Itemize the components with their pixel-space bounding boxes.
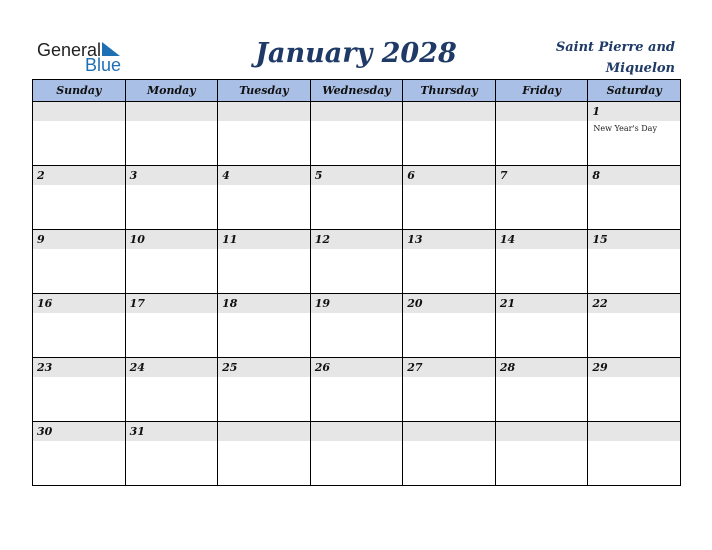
day-number: 27	[407, 361, 423, 374]
day-number: 29	[592, 361, 608, 374]
day-number-bar	[33, 166, 125, 185]
day-cell	[310, 230, 403, 294]
day-cell	[495, 166, 588, 230]
day-number-bar	[403, 230, 495, 249]
day-cell	[588, 230, 681, 294]
day-number-bar	[218, 230, 310, 249]
day-cell	[310, 422, 403, 486]
day-cell	[218, 230, 311, 294]
day-number: 17	[129, 297, 145, 310]
day-number-bar	[33, 102, 125, 121]
day-number-bar	[588, 230, 680, 249]
page-title: January 2028	[255, 38, 457, 69]
day-number-bar	[126, 294, 218, 313]
region-name: Saint Pierre and Miquelon	[555, 40, 675, 76]
logo-word-blue: Blue	[85, 55, 122, 75]
day-cell	[403, 166, 496, 230]
day-cell	[310, 358, 403, 422]
day-number-bar	[33, 358, 125, 377]
day-number-bar	[33, 422, 125, 441]
day-number: 5	[314, 169, 323, 182]
week-row	[33, 358, 681, 422]
day-cell	[495, 230, 588, 294]
day-cell	[588, 358, 681, 422]
day-number: 24	[129, 361, 145, 374]
day-cell	[403, 294, 496, 358]
day-number: 11	[222, 233, 238, 246]
day-cell	[588, 102, 681, 166]
day-cell	[125, 358, 218, 422]
day-number: 1	[592, 105, 601, 118]
week-row	[33, 422, 681, 486]
day-number-bar	[218, 102, 310, 121]
day-number-bar	[311, 294, 403, 313]
day-number-bar	[496, 230, 588, 249]
day-cell	[218, 358, 311, 422]
day-cell	[403, 230, 496, 294]
day-number-bar	[311, 422, 403, 441]
day-cell	[310, 166, 403, 230]
day-number-bar	[403, 358, 495, 377]
day-cell	[33, 422, 126, 486]
day-cell	[403, 422, 496, 486]
day-cell	[33, 294, 126, 358]
day-number: 13	[407, 233, 423, 246]
logo-word-general: General	[37, 40, 102, 60]
day-cell	[218, 102, 311, 166]
day-cell	[218, 166, 311, 230]
day-number: 22	[592, 297, 608, 310]
weekday-saturday: Saturday	[588, 80, 681, 102]
day-number-bar	[126, 358, 218, 377]
day-number: 9	[37, 233, 45, 246]
day-cell	[125, 166, 218, 230]
day-cell	[218, 422, 311, 486]
holiday-label: New Year's Day	[593, 124, 657, 133]
day-number-bar	[496, 422, 588, 441]
day-cell	[125, 294, 218, 358]
day-number-bar	[496, 358, 588, 377]
day-number: 12	[314, 233, 330, 246]
day-number: 30	[37, 425, 53, 438]
day-number-bar	[496, 166, 588, 185]
day-cell	[495, 102, 588, 166]
weekday-tuesday: Tuesday	[218, 80, 311, 102]
weekday-sunday: Sunday	[33, 80, 126, 102]
day-number: 25	[222, 361, 238, 374]
day-number-bar	[126, 422, 218, 441]
day-number: 10	[129, 233, 145, 246]
week-row	[33, 230, 681, 294]
day-number-bar	[311, 230, 403, 249]
day-number-bar	[33, 294, 125, 313]
day-number: 19	[314, 297, 330, 310]
day-number: 28	[499, 361, 516, 374]
day-cell	[310, 102, 403, 166]
day-number: 6	[407, 169, 415, 182]
day-number-bar	[218, 422, 310, 441]
day-number-bar	[403, 294, 495, 313]
day-number-bar	[126, 166, 218, 185]
day-number-bar	[218, 294, 310, 313]
day-number: 31	[129, 425, 145, 438]
day-number: 18	[222, 297, 238, 310]
day-cell	[588, 294, 681, 358]
day-number-bar	[588, 166, 680, 185]
day-number: 3	[129, 169, 138, 182]
day-cell	[588, 422, 681, 486]
day-number-bar	[403, 166, 495, 185]
day-number-bar	[126, 230, 218, 249]
day-cell	[403, 358, 496, 422]
day-cell	[33, 166, 126, 230]
day-cell	[33, 102, 126, 166]
day-cell	[125, 230, 218, 294]
week-row	[33, 166, 681, 230]
day-number: 16	[37, 297, 53, 310]
day-number-bar	[588, 294, 680, 313]
day-number-bar	[218, 166, 310, 185]
day-number: 23	[37, 361, 53, 374]
day-number-bar	[311, 166, 403, 185]
day-number-bar	[403, 422, 495, 441]
day-number-bar	[218, 358, 310, 377]
day-number: 4	[222, 169, 230, 182]
weekday-monday: Monday	[125, 80, 218, 102]
day-number: 8	[592, 169, 601, 182]
day-number-bar	[496, 294, 588, 313]
day-cell	[125, 102, 218, 166]
day-cell	[33, 230, 126, 294]
day-cell	[495, 358, 588, 422]
day-cell	[125, 422, 218, 486]
day-number: 21	[499, 297, 516, 310]
calendar-grid	[32, 79, 681, 486]
day-number: 26	[314, 361, 330, 374]
day-number: 14	[499, 233, 516, 246]
day-cell	[588, 166, 681, 230]
day-number-bar	[588, 422, 680, 441]
day-number: 2	[37, 169, 45, 182]
weekday-header-row	[33, 80, 681, 102]
day-number-bar	[33, 230, 125, 249]
weekday-wednesday: Wednesday	[310, 80, 403, 102]
day-cell	[310, 294, 403, 358]
day-number-bar	[588, 358, 680, 377]
day-number-bar	[311, 358, 403, 377]
day-number: 20	[407, 297, 423, 310]
day-cell	[218, 294, 311, 358]
day-cell	[33, 358, 126, 422]
day-number: 15	[592, 233, 608, 246]
day-number-bar	[311, 102, 403, 121]
day-cell	[495, 294, 588, 358]
day-number-bar	[403, 102, 495, 121]
weekday-thursday: Thursday	[403, 80, 496, 102]
day-cell	[403, 102, 496, 166]
day-number-bar	[496, 102, 588, 121]
week-row	[33, 294, 681, 358]
day-number-bar	[126, 102, 218, 121]
day-cell	[495, 422, 588, 486]
week-row	[33, 102, 681, 166]
weekday-friday: Friday	[495, 80, 588, 102]
day-number: 7	[499, 169, 508, 182]
day-number-bar	[588, 102, 680, 121]
